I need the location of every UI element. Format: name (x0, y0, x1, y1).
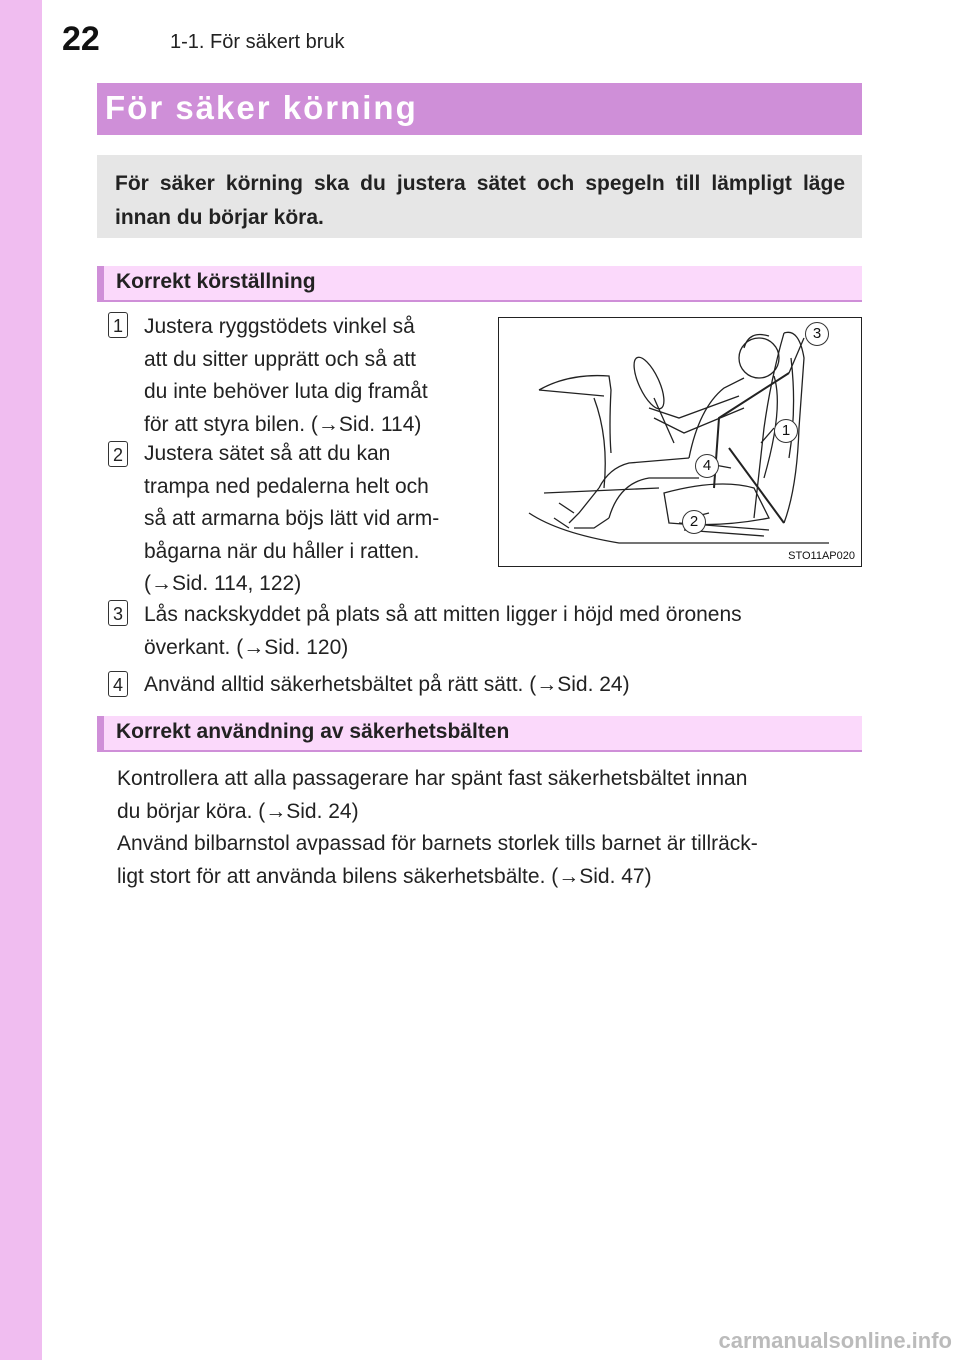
item-number-badge: 2 (108, 441, 128, 467)
text-line: att du sitter upprätt och så att (144, 347, 416, 371)
item-number-badge: 4 (108, 671, 128, 697)
section-heading-driving-position (97, 266, 862, 302)
text-line: Justera ryggstödets vinkel så (144, 315, 415, 338)
text-line: Justera sätet så att du kan (144, 442, 391, 465)
seatbelt-paragraph (117, 763, 856, 893)
text-line: Använd bilbarnstol avpassad för barnets storlek tills barnet är tillräck- (117, 832, 758, 855)
intro-text: För säker körning ska du justera sätet och spegeln till lämpligt läge innan du börjar köra. (115, 172, 845, 229)
callout-4: 4 (695, 454, 719, 478)
text-line: du börjar köra. (→Sid. 24) (117, 799, 359, 823)
callout-2: 2 (682, 510, 706, 534)
intro-box (97, 155, 862, 238)
text-line: du inte behöver luta dig framåt (144, 380, 428, 403)
text-line: trampa ned pedalerna helt och (144, 474, 429, 498)
text-line: (→Sid. 114, 122) (144, 572, 302, 595)
callout-3: 3 (805, 322, 829, 346)
section-heading-seatbelt-usage (97, 716, 862, 752)
text-line: Kontrollera att alla passagerare har spänt fast säkerhetsbältet innan (117, 767, 748, 790)
text-line: bågarna när du håller i ratten. (144, 539, 420, 563)
section-heading-text: Korrekt användning av säkerhetsbälten (116, 720, 510, 743)
page-title: För säker körning (105, 89, 418, 126)
figure-code: STO11AP020 (788, 550, 855, 562)
page-number: 22 (62, 20, 100, 58)
driving-position-figure (498, 317, 862, 567)
list-item-4 (144, 669, 856, 702)
list-item-1 (144, 311, 477, 441)
section-heading-text: Korrekt körställning (116, 270, 316, 293)
text-line: ligt stort för att använda bilens säkerhetsbälte. (→Sid. 47) (117, 864, 652, 888)
watermark: carmanualsonline.info (718, 1328, 952, 1353)
text-line: Lås nackskyddet på plats så att mitten ligger i höjd med öronens (144, 603, 742, 626)
list-item-3 (144, 599, 856, 664)
text-line: Använd alltid säkerhetsbältet på rätt sätt. (→Sid. 24) (144, 673, 630, 696)
driver-seat-illustration (499, 318, 860, 565)
item-number-badge: 1 (108, 312, 128, 338)
list-item-2 (144, 438, 477, 601)
running-head: 1-1. För säkert bruk (170, 31, 345, 53)
title-bar (97, 83, 862, 135)
text-line: för att styra bilen. (→Sid. 114) (144, 412, 422, 436)
callout-1: 1 (774, 419, 798, 443)
item-number-badge: 3 (108, 600, 128, 626)
chapter-side-tab (0, 0, 42, 1360)
text-line: överkant. (→Sid. 120) (144, 635, 349, 659)
text-line: så att armarna böjs lätt vid arm- (144, 507, 440, 530)
